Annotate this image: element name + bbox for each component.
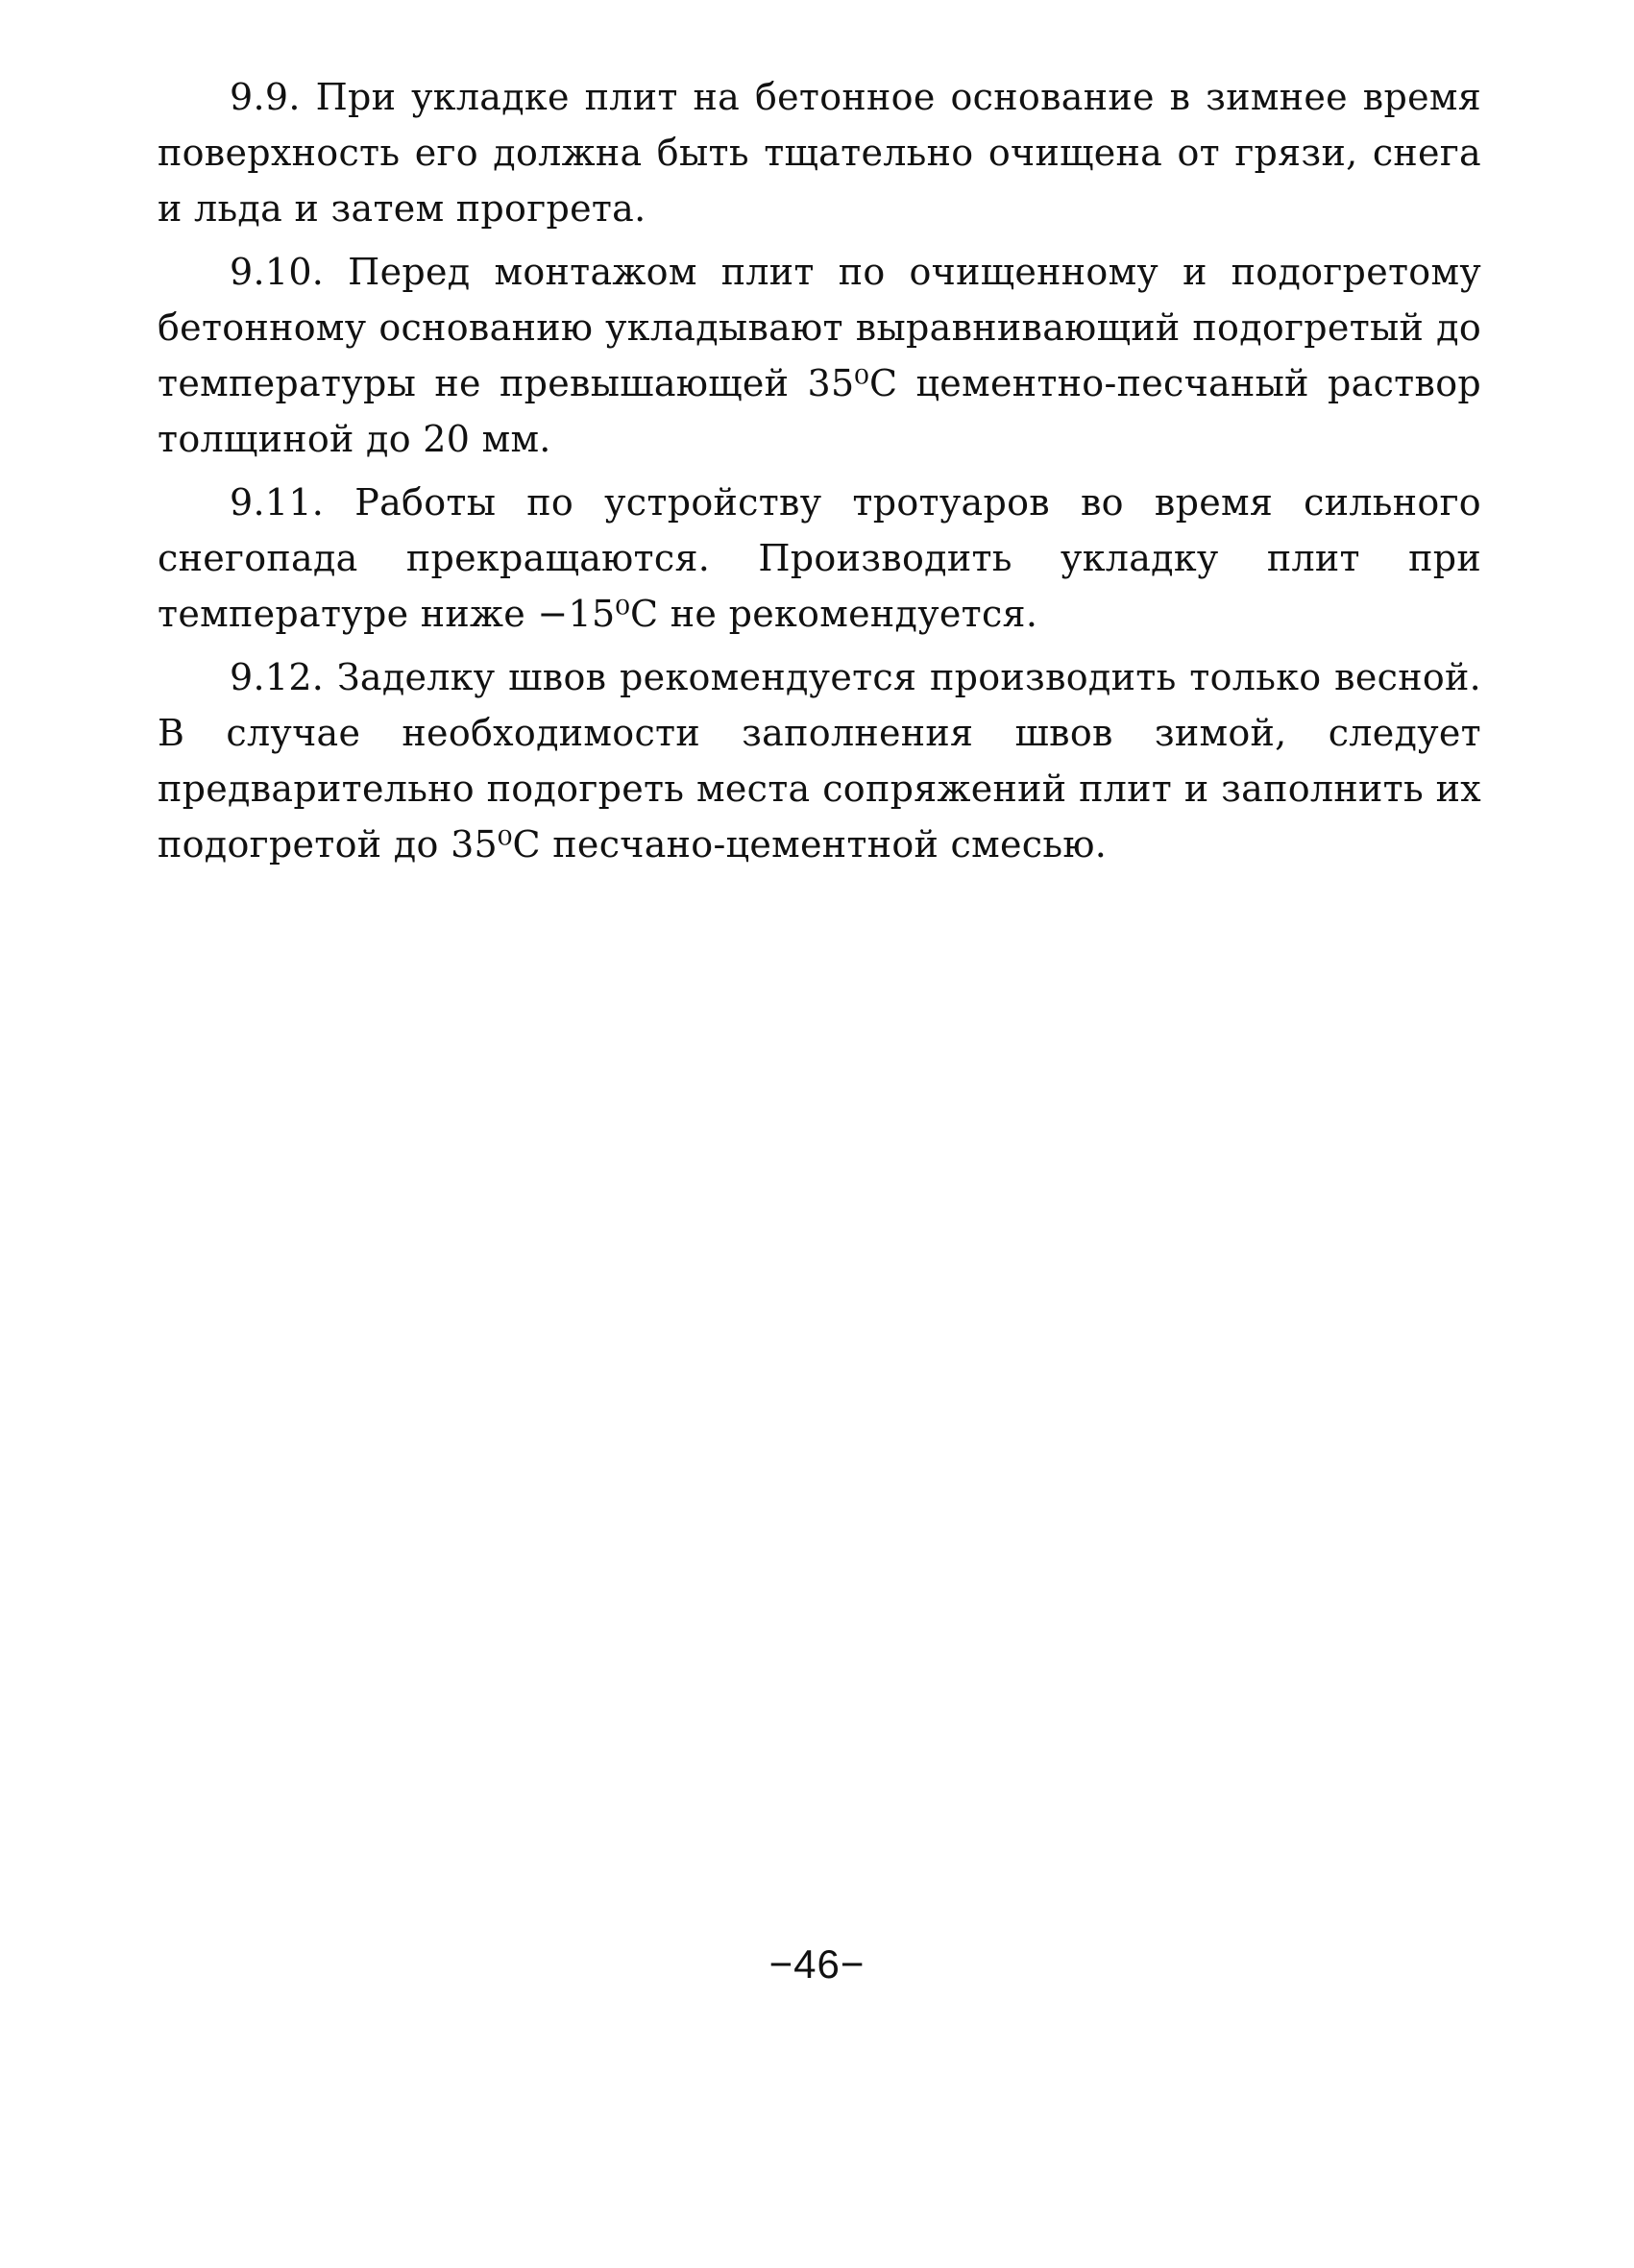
paragraph-9-10: 9.10. Перед монтажом плит по очищенному и подогретому бетонному основанию укладывают выравнивающий подогретый до температуры не превышающей 35⁰С цементно-песчаный раствор толщиной до 20 мм. [158, 251, 1481, 460]
paragraph-9-9: 9.9. При укладке плит на бетонное основание в зимнее время поверхность его должна быть тщательно очищена от грязи, снега и льда и затем прогрета. [158, 76, 1481, 230]
page-number: −46− [768, 1941, 866, 1987]
paragraph-9-12: 9.12. Заделку швов рекомендуется производить только весной. В случае необходимости заполнения швов зимой, следует предварительно подогреть места сопряжений плит и заполнить их подогретой до 35⁰С песчано-цементной смесью. [158, 656, 1481, 866]
paragraph-9-11: 9.11. Работы по устройству тротуаров во время сильного снегопада прекращаются. Производить укладку плит при температуре ниже −15⁰С не рекомендуется. [158, 481, 1481, 635]
body-text [158, 69, 1481, 880]
